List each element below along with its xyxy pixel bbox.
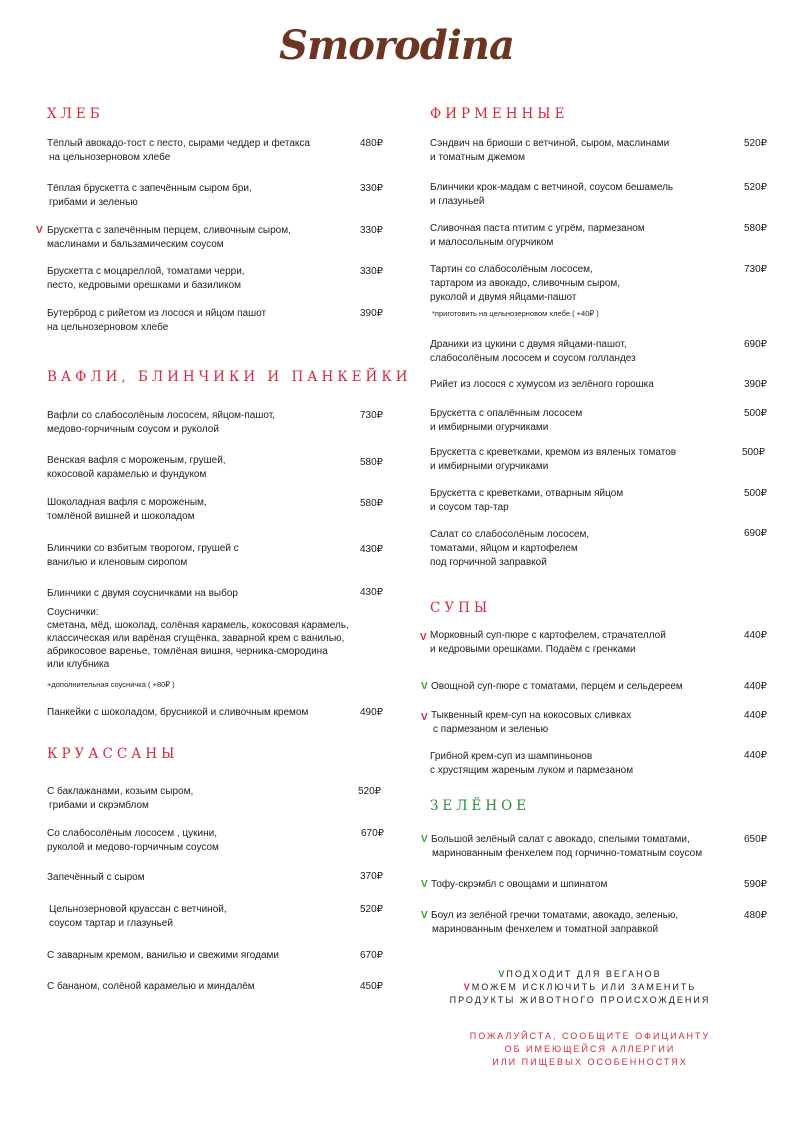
adaptable-leaf-icon: V xyxy=(463,982,472,992)
vegan-leaf-icon: V xyxy=(421,681,428,692)
menu-item: Брускетта с запечённым перцем, сливочным сыром, маслинами и бальзамическим соусом xyxy=(47,225,291,250)
menu-item: Морковный суп-пюре с картофелем, страчателлой и кедровыми орешками. Подаём с гренками xyxy=(430,630,666,655)
section-title-soups: СУПЫ xyxy=(430,600,492,616)
menu-item: С бананом, солёной карамелью и миндалём xyxy=(47,981,255,992)
menu-item: Драники из цукини с двумя яйцами-пашот, слабосолёным лососем и соусом голландез xyxy=(430,339,636,364)
menu-item: Со слабосолёным лососем , цукини, руколой и медово-горчичным соусом xyxy=(47,828,219,853)
item-price: 520₽ xyxy=(358,786,382,797)
item-price: 580₽ xyxy=(744,223,768,234)
item-price: 330₽ xyxy=(360,183,384,194)
adaptable-leaf-icon: V xyxy=(36,225,43,236)
item-price: 440₽ xyxy=(744,630,768,641)
menu-item: Блинчики крок-мадам с ветчиной, соусом бешамель и глазуньей xyxy=(430,182,674,207)
item-price: 440₽ xyxy=(744,681,768,692)
menu-item: Цельнозерновой круассан с ветчиной, соусом тартар и глазуньей xyxy=(49,904,227,929)
section-title-bread: ХЛЕБ xyxy=(47,106,104,122)
item-price: 690₽ xyxy=(744,339,768,350)
item-price: 330₽ xyxy=(360,266,384,277)
menu-item: Брускетта с креветками, отварным яйцом и соусом тар-тар xyxy=(430,488,624,513)
menu-item: С баклажанами, козьим сыром, грибами и скрэмблом xyxy=(47,786,194,811)
vegan-leaf-icon: V xyxy=(498,969,507,979)
menu-item: Сливочная паста птитим с угрём, пармезаном и малосольным огурчиком xyxy=(430,223,645,248)
menu-item: Брускетта с креветками, кремом из вяленых томатов и имбирными огурчиками xyxy=(430,447,677,472)
item-price: 650₽ xyxy=(744,834,768,845)
section-title-croissants: КРУАССАНЫ xyxy=(47,746,179,762)
item-price: 480₽ xyxy=(744,910,768,921)
item-price: 370₽ xyxy=(360,871,384,882)
item-price: 430₽ xyxy=(360,544,384,555)
item-price: 670₽ xyxy=(361,828,385,839)
vegan-leaf-icon: V xyxy=(421,879,428,890)
legend-adapt-2: ПРОДУКТЫ ЖИВОТНОГО ПРОИСХОЖДЕНИЯ xyxy=(449,995,711,1005)
adaptable-leaf-icon: V xyxy=(420,632,427,643)
item-price: 520₽ xyxy=(744,138,768,149)
menu-item: Тёплый авокадо-тост с песто, сырами чеддер и фетакса на цельнозерновом хлебе xyxy=(47,138,310,163)
menu-item: Тофу-скрэмбл с овощами и шпинатом xyxy=(431,879,608,890)
item-price: 730₽ xyxy=(744,264,768,275)
menu-item: Венская вафля с мороженым, грушей, кокосовой карамелью и фундуком xyxy=(47,455,226,480)
menu-item: Панкейки с шоколадом, брусникой и сливочным кремом xyxy=(47,707,309,718)
menu-item: Блинчики со взбитым творогом, грушей с ванилью и кленовым сиропом xyxy=(47,543,239,568)
sauce-list: Соуснички: сметана, мёд, шоколад, солёная карамель, кокосовая карамель, классическая или варёная сгущёнка, заварной крем с ванилью, абрикосовое варенье, томлёная вишня, черника-смородина или клубника xyxy=(47,607,349,670)
item-price: 500₽ xyxy=(744,408,768,419)
allergy-warning: ПОЖАЛУЙСТА, СООБЩИТЕ ОФИЦИАНТУ ОБ ИМЕЮЩЕЙСЯ АЛЛЕРГИИ ИЛИ ПИЩЕВЫХ ОСОБЕННОСТЯХ xyxy=(469,1031,711,1067)
item-price: 670₽ xyxy=(360,950,384,961)
menu-item: Боул из зелёной гречки томатами, авокадо, зеленью, маринованным фенхелем и томатной заправкой xyxy=(431,910,679,935)
legend xyxy=(420,968,740,1007)
vegan-leaf-icon: V xyxy=(421,834,428,845)
menu-item: Рийет из лосося с хумусом из зелёного горошка xyxy=(430,379,654,390)
item-price: 440₽ xyxy=(744,710,768,721)
section-title-signature: ФИРМЕННЫЕ xyxy=(430,106,569,122)
item-price: 520₽ xyxy=(360,904,384,915)
menu-item: Салат со слабосолёным лососем, томатами, яйцом и картофелем под горчичной заправкой xyxy=(430,529,590,568)
item-price: 690₽ xyxy=(744,528,768,539)
menu-item: С заварным кремом, ванилью и свежими ягодами xyxy=(47,950,279,961)
item-price: 490₽ xyxy=(360,707,384,718)
item-price: 500₽ xyxy=(742,447,766,458)
item-price: 440₽ xyxy=(744,750,768,761)
item-price: 450₽ xyxy=(360,981,384,992)
item-price: 430₽ xyxy=(360,587,384,598)
menu-item: Грибной крем-суп из шампиньонов с хрустящим жареным луком и пармезаном xyxy=(430,751,634,776)
item-price: 520₽ xyxy=(744,182,768,193)
vegan-leaf-icon: V xyxy=(421,910,428,921)
menu-item: Тёплая брускетта с запечённым сыром бри, грибами и зеленью xyxy=(47,183,252,208)
menu-item: Блинчики с двумя соусничками на выбор xyxy=(47,588,238,599)
menu-item: Брускетта с опалённым лососем и имбирными огурчиками xyxy=(430,408,583,433)
item-price: 330₽ xyxy=(360,225,384,236)
section-title-waffles: ВАФЛИ, БЛИНЧИКИ И ПАНКЕЙКИ xyxy=(47,369,412,385)
menu-item: Вафли со слабосолёным лососем, яйцом-пашот, медово-горчичным соусом и руколой xyxy=(47,410,275,435)
menu-item: Запечённый с сыром xyxy=(47,872,145,883)
item-price: 730₽ xyxy=(360,410,384,421)
legend-vegan: ПОДХОДИТ ДЛЯ ВЕГАНОВ xyxy=(506,969,662,979)
menu-item: Большой зелёный салат с авокадо, спелыми томатами, маринованным фенхелем под горчично-томатным соусом xyxy=(431,834,703,859)
menu-item: Овощной суп-пюре с томатами, перцем и сельдереем xyxy=(431,681,683,692)
item-price: 390₽ xyxy=(744,379,768,390)
item-price: 500₽ xyxy=(744,488,768,499)
menu-item: Тыквенный крем-суп на кокосовых сливках с пармезаном и зеленью xyxy=(431,710,632,735)
menu-item: Сэндвич на бриоши с ветчиной, сыром, маслинами и томатным джемом xyxy=(430,138,670,163)
menu-item: Бутерброд с рийетом из лосося и яйцом пашот на цельнозерновом хлебе xyxy=(47,308,267,333)
item-price: 390₽ xyxy=(360,308,384,319)
adaptable-leaf-icon: V xyxy=(421,712,428,723)
item-price: 480₽ xyxy=(360,138,384,149)
item-price: 590₽ xyxy=(744,879,768,890)
item-price: 580₽ xyxy=(360,498,384,509)
sauce-extra-note: +дополнительная соусничка ( +80₽ ) xyxy=(47,680,175,689)
wholegrain-note: *приготовить на цельнозерновом хлебе ( +40₽ ) xyxy=(432,309,599,318)
legend-adapt-1: МОЖЕМ ИСКЛЮЧИТЬ ИЛИ ЗАМЕНИТЬ xyxy=(471,982,697,992)
item-price: 580₽ xyxy=(360,457,384,468)
logo: Smorodina xyxy=(279,22,514,69)
menu-item: Брускетта с моцареллой, томатами черри, песто, кедровыми орешками и базиликом xyxy=(47,266,245,291)
menu-item: Тартин со слабосолёным лососем, тартаром из авокадо, сливочным сыром, руколой и двумя яйцами-пашот xyxy=(430,264,621,303)
menu-item: Шоколадная вафля с мороженым, томлёной вишней и шоколадом xyxy=(47,497,207,522)
section-title-green: ЗЕЛЁНОЕ xyxy=(430,798,531,814)
